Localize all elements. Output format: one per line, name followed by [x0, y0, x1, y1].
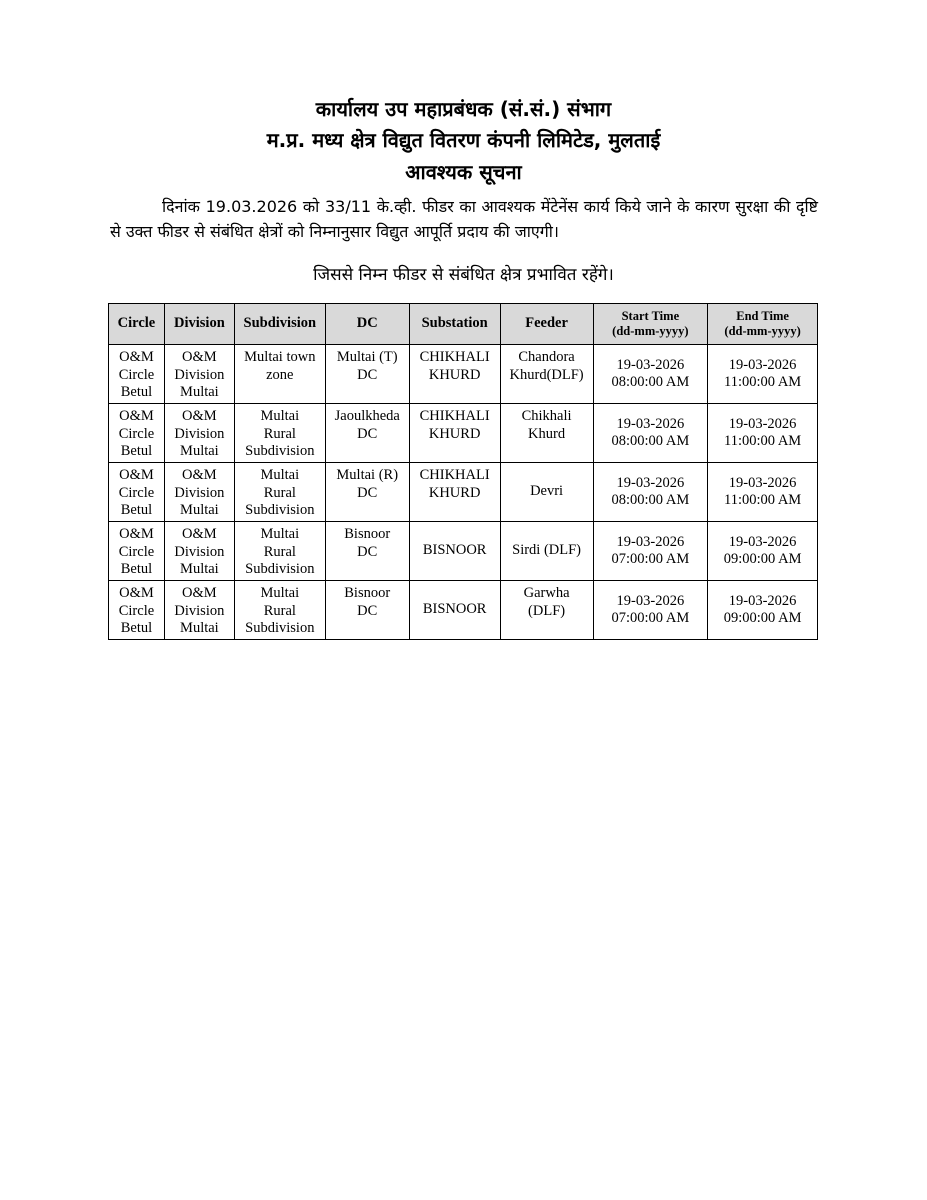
cell-end-time-line: 11:00:00 AM	[723, 374, 802, 390]
cell-circle-line: Circle	[118, 366, 155, 383]
cell-end-time	[708, 522, 818, 581]
cell-circle-line: Circle	[118, 484, 155, 501]
cell-start-time	[593, 404, 708, 463]
cell-dc	[325, 345, 409, 404]
cell-circle	[109, 463, 165, 522]
cell-subdivision-line: Subdivision	[245, 502, 315, 518]
cell-division-line: O&M	[182, 526, 217, 542]
cell-subdivision	[234, 404, 325, 463]
cell-substation-line: KHURD	[428, 366, 481, 383]
cell-subdivision	[234, 581, 325, 640]
cell-dc	[325, 404, 409, 463]
cell-circle-line: Circle	[118, 543, 155, 560]
header-end-time	[708, 304, 818, 345]
notice-title: आवश्यक सूचना	[405, 160, 522, 184]
cell-substation	[409, 581, 500, 640]
cell-circle-line: O&M	[119, 408, 154, 424]
cell-start-time-line: 19-03-2026	[616, 474, 685, 491]
cell-division-line: Multai	[180, 502, 219, 518]
cell-substation	[409, 522, 500, 581]
cell-feeder-line: Devri	[530, 483, 564, 500]
cell-end-time-line: 11:00:00 AM	[723, 492, 802, 508]
header-start-time-label: Start Time	[621, 309, 680, 323]
header-feeder: Feeder	[500, 304, 593, 345]
office-heading: कार्यालय उप महाप्रबंधक (सं.सं.) संभाग	[315, 97, 612, 121]
cell-substation-line: CHIKHALI	[419, 349, 490, 365]
cell-start-time-line: 08:00:00 AM	[611, 492, 690, 508]
outage-table-body	[109, 345, 818, 640]
outage-table	[108, 303, 818, 640]
cell-end-time-line: 11:00:00 AM	[723, 433, 802, 449]
cell-end-time	[708, 581, 818, 640]
cell-end-time-line: 19-03-2026	[728, 474, 797, 491]
cell-dc-line: Bisnoor	[344, 526, 391, 542]
cell-subdivision	[234, 463, 325, 522]
cell-division	[164, 522, 234, 581]
cell-subdivision-line: Rural	[263, 602, 296, 619]
header-subdivision: Subdivision	[234, 304, 325, 345]
cell-division-line: Division	[174, 484, 225, 501]
header-circle: Circle	[109, 304, 165, 345]
header-start-time	[593, 304, 708, 345]
cell-start-time-line: 19-03-2026	[616, 533, 685, 550]
cell-substation	[409, 404, 500, 463]
cell-division-line: O&M	[182, 467, 217, 483]
cell-dc-line: DC	[357, 602, 378, 619]
cell-substation	[409, 345, 500, 404]
header-end-time-label: End Time	[736, 309, 789, 323]
cell-start-time-line: 07:00:00 AM	[611, 610, 690, 626]
cell-dc-line: DC	[357, 366, 378, 383]
cell-circle-line: O&M	[119, 585, 154, 601]
cell-dc-line: Multai (T)	[336, 349, 398, 365]
cell-circle-line: Betul	[120, 443, 153, 459]
cell-circle	[109, 522, 165, 581]
cell-start-time-line: 19-03-2026	[616, 415, 685, 432]
cell-circle-line: Betul	[120, 561, 153, 577]
cell-subdivision-line: Subdivision	[245, 443, 315, 459]
table-row	[109, 463, 818, 522]
intro-paragraph: दिनांक 19.03.2026 को 33/11 के.व्ही. फीडर का आवश्यक मेंटेनेंस कार्य किये जाने के कारण सुरक्षा की दृष्टि से उक्त फीडर से संबंधित क्षेत्रों को निम्नानुसार विद्युत आपूर्ति प्रदाय की जाएगी।	[110, 197, 818, 241]
header-dc: DC	[325, 304, 409, 345]
cell-subdivision-line: Subdivision	[245, 561, 315, 577]
cell-subdivision-line: Rural	[263, 425, 296, 442]
cell-subdivision	[234, 522, 325, 581]
header-substation: Substation	[409, 304, 500, 345]
cell-start-time	[593, 463, 708, 522]
header-end-time-format: (dd-mm-yyyy)	[724, 324, 801, 338]
cell-division-line: Division	[174, 366, 225, 383]
cell-start-time-line: 19-03-2026	[616, 592, 685, 609]
cell-circle	[109, 345, 165, 404]
cell-subdivision-line: zone	[266, 366, 294, 383]
cell-subdivision-line: Multai town	[244, 349, 316, 365]
cell-circle-line: Betul	[120, 384, 153, 400]
cell-circle	[109, 404, 165, 463]
cell-end-time-line: 09:00:00 AM	[723, 551, 802, 567]
cell-feeder-line: Chandora	[518, 349, 575, 365]
cell-feeder	[500, 581, 593, 640]
cell-feeder-line: Garwha	[523, 585, 570, 601]
cell-circle-line: Circle	[118, 602, 155, 619]
cell-dc	[325, 581, 409, 640]
cell-division-line: Division	[174, 425, 225, 442]
cell-start-time	[593, 345, 708, 404]
cell-end-time-line: 19-03-2026	[728, 592, 797, 609]
cell-start-time-line: 08:00:00 AM	[611, 374, 690, 390]
table-header-row	[109, 304, 818, 345]
table-row	[109, 404, 818, 463]
cell-subdivision-line: Rural	[263, 543, 296, 560]
cell-division-line: O&M	[182, 349, 217, 365]
cell-circle-line: O&M	[119, 526, 154, 542]
cell-start-time	[593, 522, 708, 581]
cell-feeder-line: Chikhali	[521, 408, 572, 424]
cell-dc-line: DC	[357, 425, 378, 442]
cell-division-line: O&M	[182, 408, 217, 424]
cell-division	[164, 581, 234, 640]
cell-start-time-line: 19-03-2026	[616, 356, 685, 373]
cell-division-line: Multai	[180, 561, 219, 577]
cell-division-line: Division	[174, 602, 225, 619]
cell-division-line: Division	[174, 543, 225, 560]
cell-subdivision-line: Subdivision	[245, 620, 315, 636]
cell-dc	[325, 463, 409, 522]
cell-substation-line: CHIKHALI	[419, 467, 490, 483]
cell-division	[164, 404, 234, 463]
cell-division-line: O&M	[182, 585, 217, 601]
cell-subdivision-line: Multai	[260, 526, 300, 542]
cell-substation-line: KHURD	[428, 484, 481, 501]
cell-start-time-line: 07:00:00 AM	[611, 551, 690, 567]
cell-end-time	[708, 404, 818, 463]
cell-division	[164, 463, 234, 522]
cell-feeder-line: Sirdi (DLF)	[512, 542, 581, 559]
cell-circle-line: Betul	[120, 502, 153, 518]
cell-feeder-line: Khurd(DLF)	[509, 366, 584, 383]
cell-substation	[409, 463, 500, 522]
affected-areas-note: जिससे निम्न फीडर से संबंधित क्षेत्र प्रभावित रहेंगे।	[313, 265, 614, 285]
cell-dc	[325, 522, 409, 581]
cell-substation-line: BISNOOR	[422, 601, 487, 618]
cell-substation-line: CHIKHALI	[419, 408, 490, 424]
cell-feeder	[500, 345, 593, 404]
company-heading: म.प्र. मध्य क्षेत्र विद्युत वितरण कंपनी लिमिटेड, मुलताई	[266, 128, 661, 152]
cell-division-line: Multai	[180, 620, 219, 636]
cell-feeder	[500, 404, 593, 463]
cell-dc-line: Jaoulkheda	[334, 408, 400, 424]
cell-start-time-line: 08:00:00 AM	[611, 433, 690, 449]
cell-subdivision-line: Multai	[260, 408, 300, 424]
cell-subdivision-line: Multai	[260, 585, 300, 601]
cell-division-line: Multai	[180, 443, 219, 459]
cell-end-time-line: 19-03-2026	[728, 533, 797, 550]
cell-subdivision-line: Multai	[260, 467, 300, 483]
cell-circle-line: Circle	[118, 425, 155, 442]
cell-division	[164, 345, 234, 404]
cell-circle	[109, 581, 165, 640]
cell-substation-line: BISNOOR	[422, 542, 487, 559]
cell-division-line: Multai	[180, 384, 219, 400]
cell-circle-line: O&M	[119, 467, 154, 483]
cell-end-time	[708, 345, 818, 404]
cell-feeder	[500, 463, 593, 522]
cell-dc-line: DC	[357, 484, 378, 501]
cell-feeder	[500, 522, 593, 581]
cell-dc-line: Bisnoor	[344, 585, 391, 601]
cell-substation-line: KHURD	[428, 425, 481, 442]
table-row	[109, 345, 818, 404]
cell-subdivision	[234, 345, 325, 404]
cell-feeder-line: (DLF)	[528, 602, 566, 619]
cell-subdivision-line: Rural	[263, 484, 296, 501]
table-row	[109, 522, 818, 581]
cell-end-time-line: 19-03-2026	[728, 415, 797, 432]
cell-feeder-line: Khurd	[528, 425, 566, 442]
cell-circle-line: Betul	[120, 620, 153, 636]
cell-end-time-line: 09:00:00 AM	[723, 610, 802, 626]
table-row	[109, 581, 818, 640]
cell-end-time-line: 19-03-2026	[728, 356, 797, 373]
cell-start-time	[593, 581, 708, 640]
header-division: Division	[164, 304, 234, 345]
cell-dc-line: Multai (R)	[336, 467, 399, 483]
cell-circle-line: O&M	[119, 349, 154, 365]
cell-dc-line: DC	[357, 543, 378, 560]
cell-end-time	[708, 463, 818, 522]
header-start-time-format: (dd-mm-yyyy)	[612, 324, 689, 338]
